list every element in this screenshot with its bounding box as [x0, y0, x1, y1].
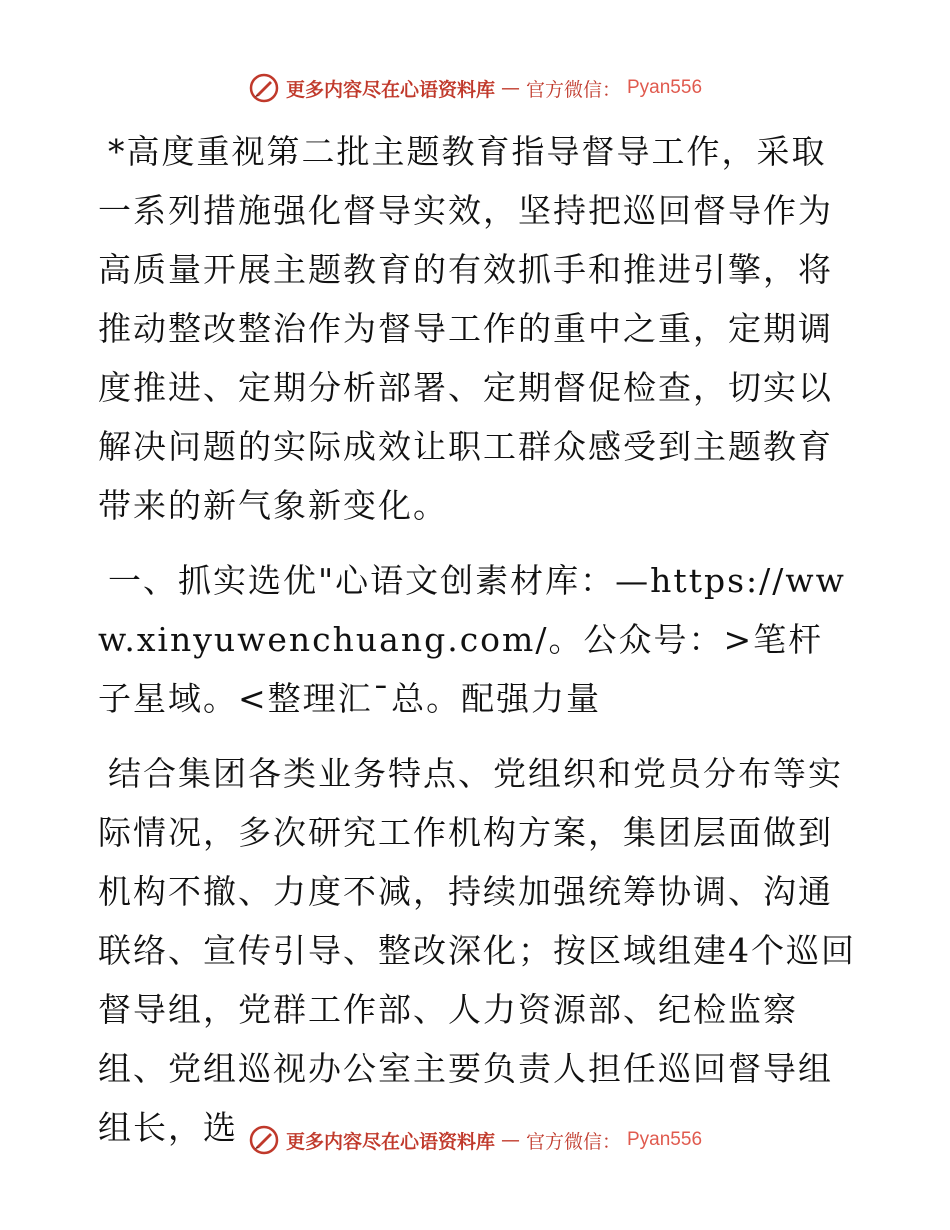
document-body [98, 122, 858, 1173]
pen-logo-icon [248, 1124, 280, 1156]
watermark-brand: 更多内容尽在心语资料库 [285, 78, 495, 101]
paragraph-intro: *高度重视第二批主题教育指导督导工作，采取一系列措施强化督导实效，坚持把巡回督导作为高质量开展主题教育的有效抓手和推进引擎，将推动整改整治作为督导工作的重中之重，定期调度推进、定期分析部署、定期督促检查，切实以解决问题的实际成效让职工群众感受到主题教育带来的新气象新变化。 [98, 132, 833, 525]
paragraph-body: 结合集团各类业务特点、党组织和党员分布等实际情况，多次研究工作机构方案，集团层面做到机构不撤、力度不减，持续加强统筹协调、沟通联络、宣传引导、整改深化；按区域组建4个巡回督导组，党群工作部、人力资源部、纪检监察组、党组巡视办公室主要负责人担任巡回督导组组长，选 [98, 754, 856, 1147]
watermark-account: Pyan556 [627, 77, 703, 98]
watermark-brand: 更多内容尽在心语资料库 [285, 1130, 495, 1153]
paragraph-section-heading: 一、抓实选优"心语文创素材库：—https://www.xinyuwenchuang.com/。公众号：>笔杆子星域。<整理汇¯总。配强力量 [98, 561, 846, 718]
header-watermark [0, 72, 950, 104]
watermark-separator: — [500, 1129, 520, 1151]
watermark-separator: — [500, 77, 520, 99]
watermark-label: 官方微信： [525, 78, 621, 101]
watermark-label: 官方微信： [525, 1130, 621, 1153]
pen-logo-icon [248, 72, 280, 104]
footer-watermark [0, 1124, 950, 1156]
watermark-account: Pyan556 [627, 1129, 703, 1150]
